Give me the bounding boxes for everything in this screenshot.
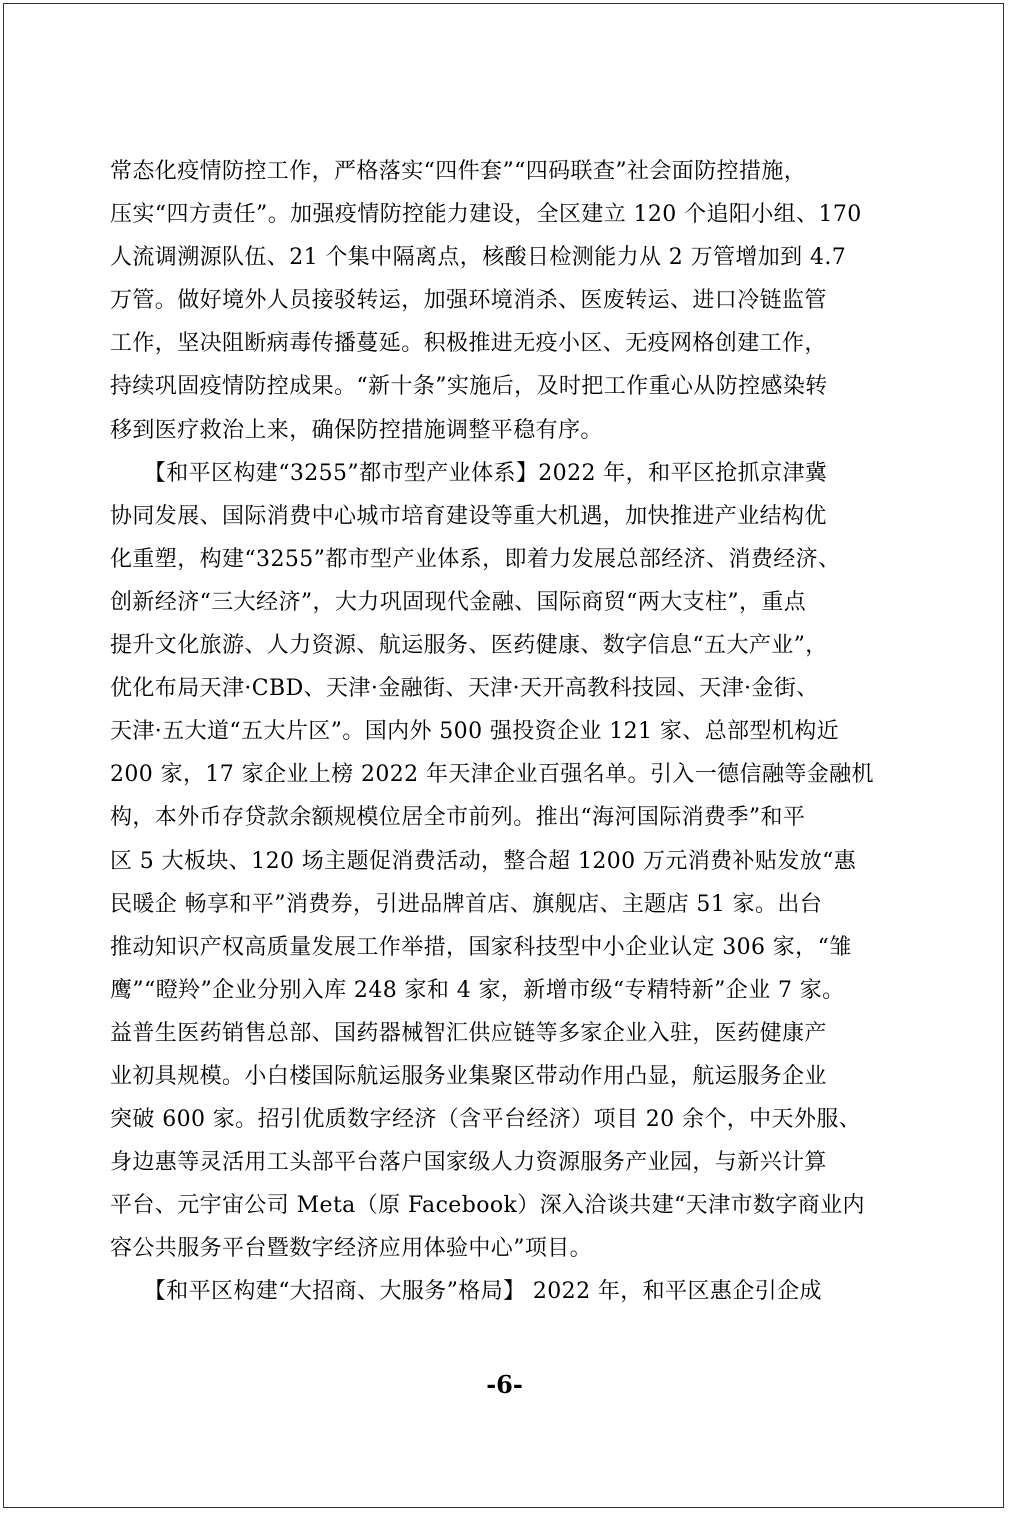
text-line: 平台、元宇宙公司 Meta（原 Facebook）深入洽谈共建“天津市数字商业内 (110, 1193, 865, 1219)
text-line: 协同发展、国际消费中心城市培育建设等重大机遇，加快推进产业结构优 (110, 503, 827, 529)
text-line: 压实“四方责任”。加强疫情防控能力建设，全区建立 120 个追阳小组、170 (110, 202, 862, 228)
text-line: 优化布局天津·CBD、天津·金融街、天津·天开高教科技园、天津·金街、 (110, 676, 819, 702)
text-line: 区 5 大板块、120 场主题促消费活动，整合超 1200 万元消费补贴发放“惠 (110, 848, 857, 874)
text-line: 人流调溯源队伍、21 个集中隔离点，核酸日检测能力从 2 万管增加到 4.7 (110, 245, 847, 271)
text-line: 持续巩固疫情防控成果。“新十条”实施后，及时把工作重心从防控感染转 (110, 374, 828, 400)
text-line: 工作，坚决阻断病毒传播蔓延。积极推进无疫小区、无疫网格创建工作， (110, 331, 827, 357)
text-line: 突破 600 家。招引优质数字经济（含平台经济）项目 20 余个，中天外服、 (110, 1107, 862, 1133)
text-line: 益普生医药销售总部、国药器械智汇供应链等多家企业入驻，医药健康产 (110, 1020, 827, 1046)
document-body (110, 150, 905, 1314)
section-heading-line: 【和平区构建“3255”都市型产业体系】2022 年，和平区抢抓京津冀 (110, 460, 828, 486)
page-number: -6- (486, 1370, 523, 1399)
text-line: 天津·五大道“五大片区”。国内外 500 强投资企业 121 家、总部型机构近 (110, 719, 840, 745)
text-line: 鹰”“瞪羚”企业分别入库 248 家和 4 家，新增市级“专精特新”企业 7 家。 (110, 977, 845, 1003)
text-line: 民暖企 畅享和平”消费券，引进品牌首店、旗舰店、主题店 51 家。出台 (110, 891, 823, 917)
text-line: 业初具规模。小白楼国际航运服务业集聚区带动作用凸显，航运服务企业 (110, 1063, 827, 1089)
text-line: 身边惠等灵活用工头部平台落户国家级人力资源服务产业园，与新兴计算 (110, 1150, 827, 1176)
text-line: 创新经济“三大经济”，大力巩固现代金融、国际商贸“两大支柱”，重点 (110, 589, 807, 615)
text-line: 化重塑，构建“3255”都市型产业体系，即着力发展总部经济、消费经济、 (110, 546, 841, 572)
text-line: 200 家，17 家企业上榜 2022 年天津企业百强名单。引入一德信融等金融机 (110, 762, 874, 788)
text-line: 容公共服务平台暨数字经济应用体验中心”项目。 (110, 1236, 593, 1262)
text-line: 移到医疗救治上来，确保防控措施调整平稳有序。 (110, 417, 603, 443)
section-heading-line: 【和平区构建“大招商、大服务”格局】 2022 年，和平区惠企引企成 (110, 1279, 822, 1305)
text-line: 常态化疫情防控工作，严格落实“四件套”“四码联查”社会面防控措施， (110, 159, 807, 184)
text-line: 提升文化旅游、人力资源、航运服务、医药健康、数字信息“五大产业”， (110, 633, 828, 659)
text-line: 万管。做好境外人员接驳转运，加强环境消杀、医废转运、进口冷链监管 (110, 288, 827, 314)
text-line: 推动知识产权高质量发展工作举措，国家科技型中小企业认定 306 家，“雏 (110, 934, 852, 960)
text-line: 构，本外币存贷款余额规模位居全市前列。推出“海河国际消费季”和平 (110, 805, 806, 831)
